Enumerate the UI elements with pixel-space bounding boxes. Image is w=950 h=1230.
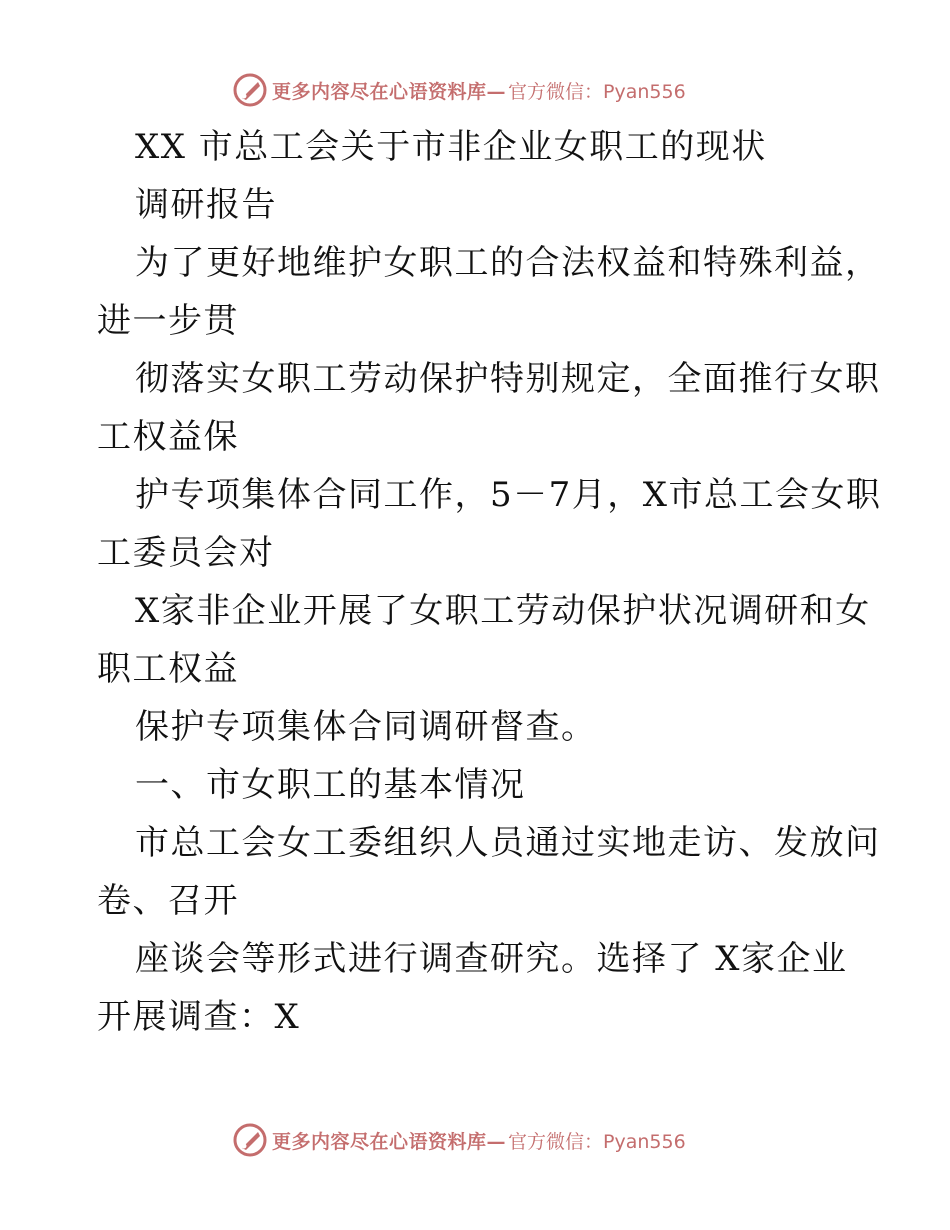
watermark-wechat: 官方微信：Pyan556 <box>508 1130 686 1153</box>
paragraph-line: 工委员会对 <box>97 533 275 573</box>
paragraph-line: 市总工会女工委组织人员通过实地走访、发放问 <box>135 823 881 863</box>
watermark-text: 更多内容尽在心语资料库— <box>272 1130 507 1153</box>
header-watermark <box>232 70 686 110</box>
quill-logo-icon <box>232 72 268 108</box>
doc-title-line-1: XX 市总工会关于市非企业女职工的现状 <box>135 127 767 167</box>
paragraph-line: 彻落实女职工劳动保护特别规定，全面推行女职 <box>135 359 881 399</box>
document-body <box>0 118 950 1046</box>
section-heading: 一、市女职工的基本情况 <box>135 765 526 805</box>
footer-watermark <box>232 1120 686 1160</box>
doc-title-line-2: 调研报告 <box>135 185 277 225</box>
paragraph-line: 保护专项集体合同调研督查。 <box>135 707 597 747</box>
paragraph-line: 工权益保 <box>97 417 239 457</box>
watermark-text: 更多内容尽在心语资料库— <box>272 80 507 103</box>
watermark-wechat: 官方微信：Pyan556 <box>508 80 686 103</box>
paragraph-line: 护专项集体合同工作，5－7月，X市总工会女职 <box>135 475 882 515</box>
paragraph-line: X家非企业开展了女职工劳动保护状况调研和女 <box>135 591 871 631</box>
quill-logo-icon <box>232 1122 268 1158</box>
paragraph-line: 开展调查：X <box>97 997 301 1037</box>
paragraph-line: 进一步贯 <box>97 301 239 341</box>
paragraph-line: 为了更好地维护女职工的合法权益和特殊利益， <box>135 243 881 283</box>
paragraph-line: 职工权益 <box>97 649 239 689</box>
paragraph-line: 座谈会等形式进行调查研究。选择了 X家企业 <box>135 939 848 979</box>
paragraph-line: 卷、召开 <box>97 881 239 921</box>
